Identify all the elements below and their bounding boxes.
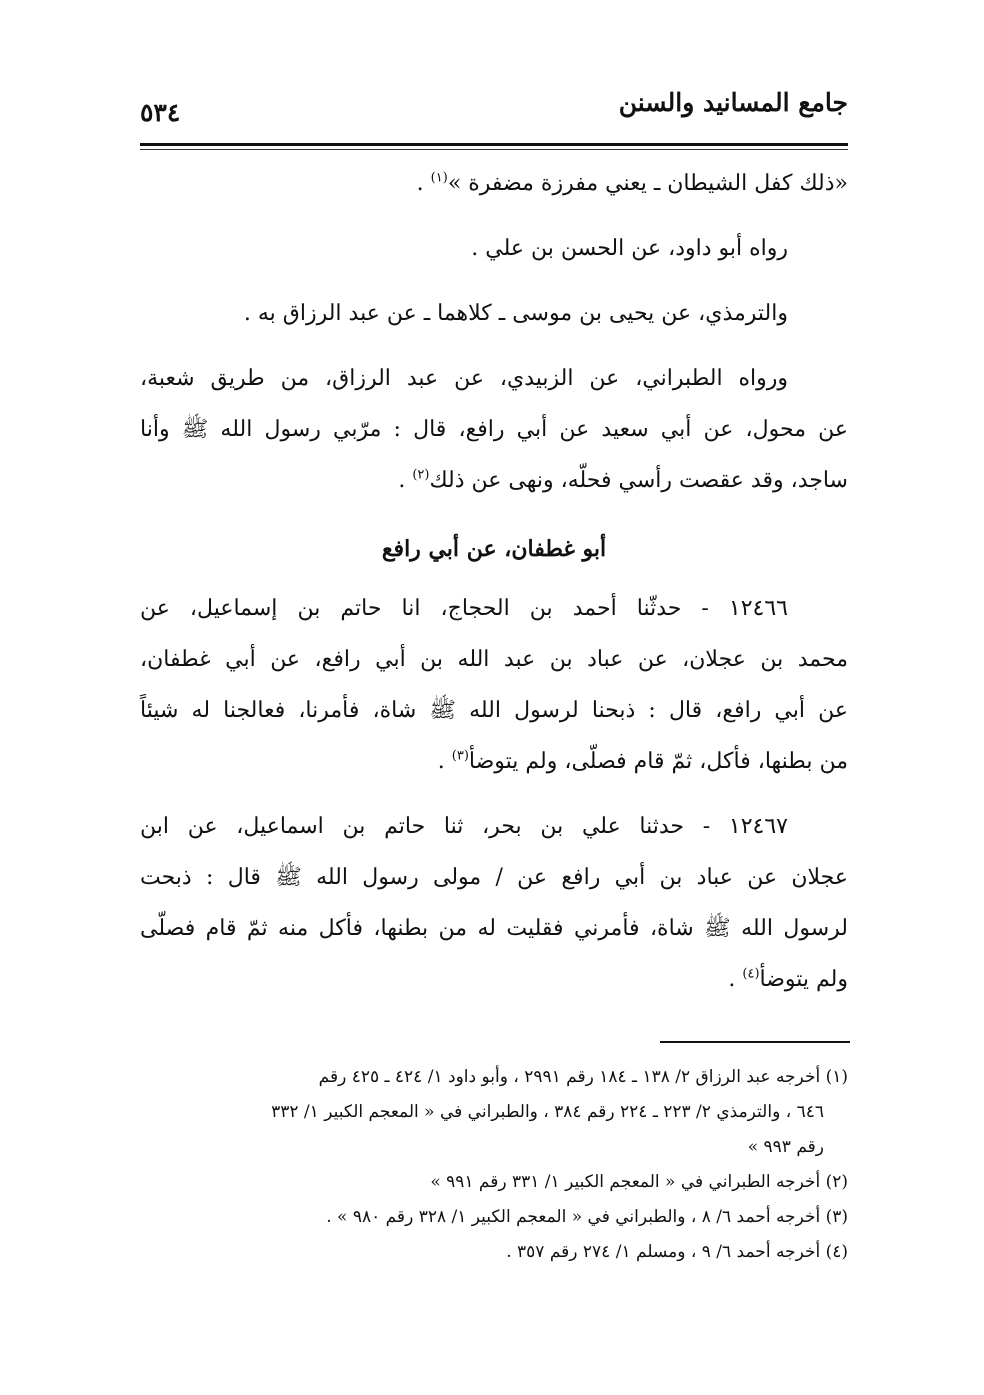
hadith-12467 bbox=[140, 801, 848, 1005]
text-line bbox=[140, 455, 848, 506]
text-line: ورواه الطبراني، عن الزبيدي، عن عبد الرزاق، من طريق شعبة، bbox=[140, 366, 788, 391]
footnote-marker: (١) bbox=[430, 170, 448, 186]
text-line: محمد بن عجلان، عن عباد بن عبد الله بن أبي رافع، عن أبي غطفان، bbox=[140, 647, 848, 672]
footnote-marker: (٣) bbox=[451, 748, 469, 764]
text-run: . bbox=[437, 749, 445, 774]
running-title: جامع المسانيد والسنن bbox=[618, 88, 848, 117]
footnotes bbox=[140, 1060, 848, 1270]
text-run: ساجد، وقد عقصت رأسي فحلّه، ونهى عن ذلك bbox=[429, 468, 848, 493]
footnote-1-line: ٦٤٦ ، والترمذي ٢/ ٢٢٣ ـ ٢٢٤ رقم ٣٨٤ ، والطبراني في « المعجم الكبير ١/ ٣٣٢ bbox=[271, 1102, 824, 1122]
page-header bbox=[140, 84, 848, 140]
text-run: . bbox=[416, 171, 424, 196]
footnote-1-line: رقم ٩٩٣ » bbox=[747, 1137, 824, 1157]
text-run: من بطنها، فأكل، ثمّ قام فصلّى، ولم يتوضأ bbox=[468, 749, 848, 774]
header-rule-thin bbox=[140, 149, 848, 150]
paragraph bbox=[140, 353, 848, 506]
text-run: ولم يتوضأ bbox=[759, 967, 848, 992]
footnote-marker: (٢) bbox=[412, 467, 430, 483]
header-rule bbox=[140, 143, 848, 146]
text-line: عجلان عن عباد بن أبي رافع عن / مولى رسول الله ﷺ قال : ذبحت bbox=[140, 865, 848, 890]
footnote-2: (٢) أخرجه الطبراني في « المعجم الكبير ١/ ٣٣١ رقم ٩٩١ » bbox=[430, 1172, 848, 1192]
text-line: لرسول الله ﷺ شاة، فأمرني فقليت له من بطنها، فأكل منه ثمّ قام فصلّى bbox=[140, 916, 848, 941]
text-line: رواه أبو داود، عن الحسن بن علي . bbox=[471, 236, 788, 261]
text-line: عن أبي رافع، قال : ذبحنا لرسول الله ﷺ شاة، فأمرنا، فعالجنا له شيئاً bbox=[140, 698, 848, 723]
text-line: والترمذي، عن يحيى بن موسى ـ كلاهما ـ عن عبد الرزاق به . bbox=[243, 301, 788, 326]
text-line bbox=[140, 158, 848, 209]
text-line bbox=[140, 954, 848, 1005]
hadith-12466 bbox=[140, 583, 848, 787]
footnote-1-line: (١) أخرجه عبد الرزاق ٢/ ١٣٨ ـ ١٨٤ رقم ٢٩٩١ ، وأبو داود ١/ ٤٢٤ ـ ٤٢٥ رقم bbox=[318, 1067, 848, 1087]
footnote-separator bbox=[660, 1041, 850, 1043]
section-heading: أبو غطفان، عن أبي رافع bbox=[381, 536, 607, 562]
text-line bbox=[140, 736, 848, 787]
text-run: «ذلك كفل الشيطان ـ يعني مفرزة مضفرة » bbox=[447, 171, 848, 196]
text-run: . bbox=[728, 967, 736, 992]
text-line: عن محول، عن أبي سعيد عن أبي رافع، قال : مرّبي رسول الله ﷺ وأنا bbox=[140, 417, 848, 442]
footnote-3: (٣) أخرجه أحمد ٦/ ٨ ، والطبراني في « المعجم الكبير ١/ ٣٢٨ رقم ٩٨٠ » . bbox=[326, 1207, 848, 1227]
footnote-4: (٤) أخرجه أحمد ٦/ ٩ ، ومسلم ١/ ٢٧٤ رقم ٣٥٧ . bbox=[506, 1242, 848, 1262]
text-line: ١٢٤٦٦ - حدثّنا أحمد بن الحجاج، انا حاتم بن إسماعيل، عن bbox=[140, 596, 788, 621]
page-number: ٥٣٤ bbox=[140, 98, 181, 127]
text-line: ١٢٤٦٧ - حدثنا علي بن بحر، ثنا حاتم بن اسماعيل، عن ابن bbox=[140, 814, 788, 839]
main-text bbox=[140, 158, 848, 1005]
footnote-marker: (٤) bbox=[742, 966, 760, 982]
text-run: . bbox=[398, 468, 406, 493]
